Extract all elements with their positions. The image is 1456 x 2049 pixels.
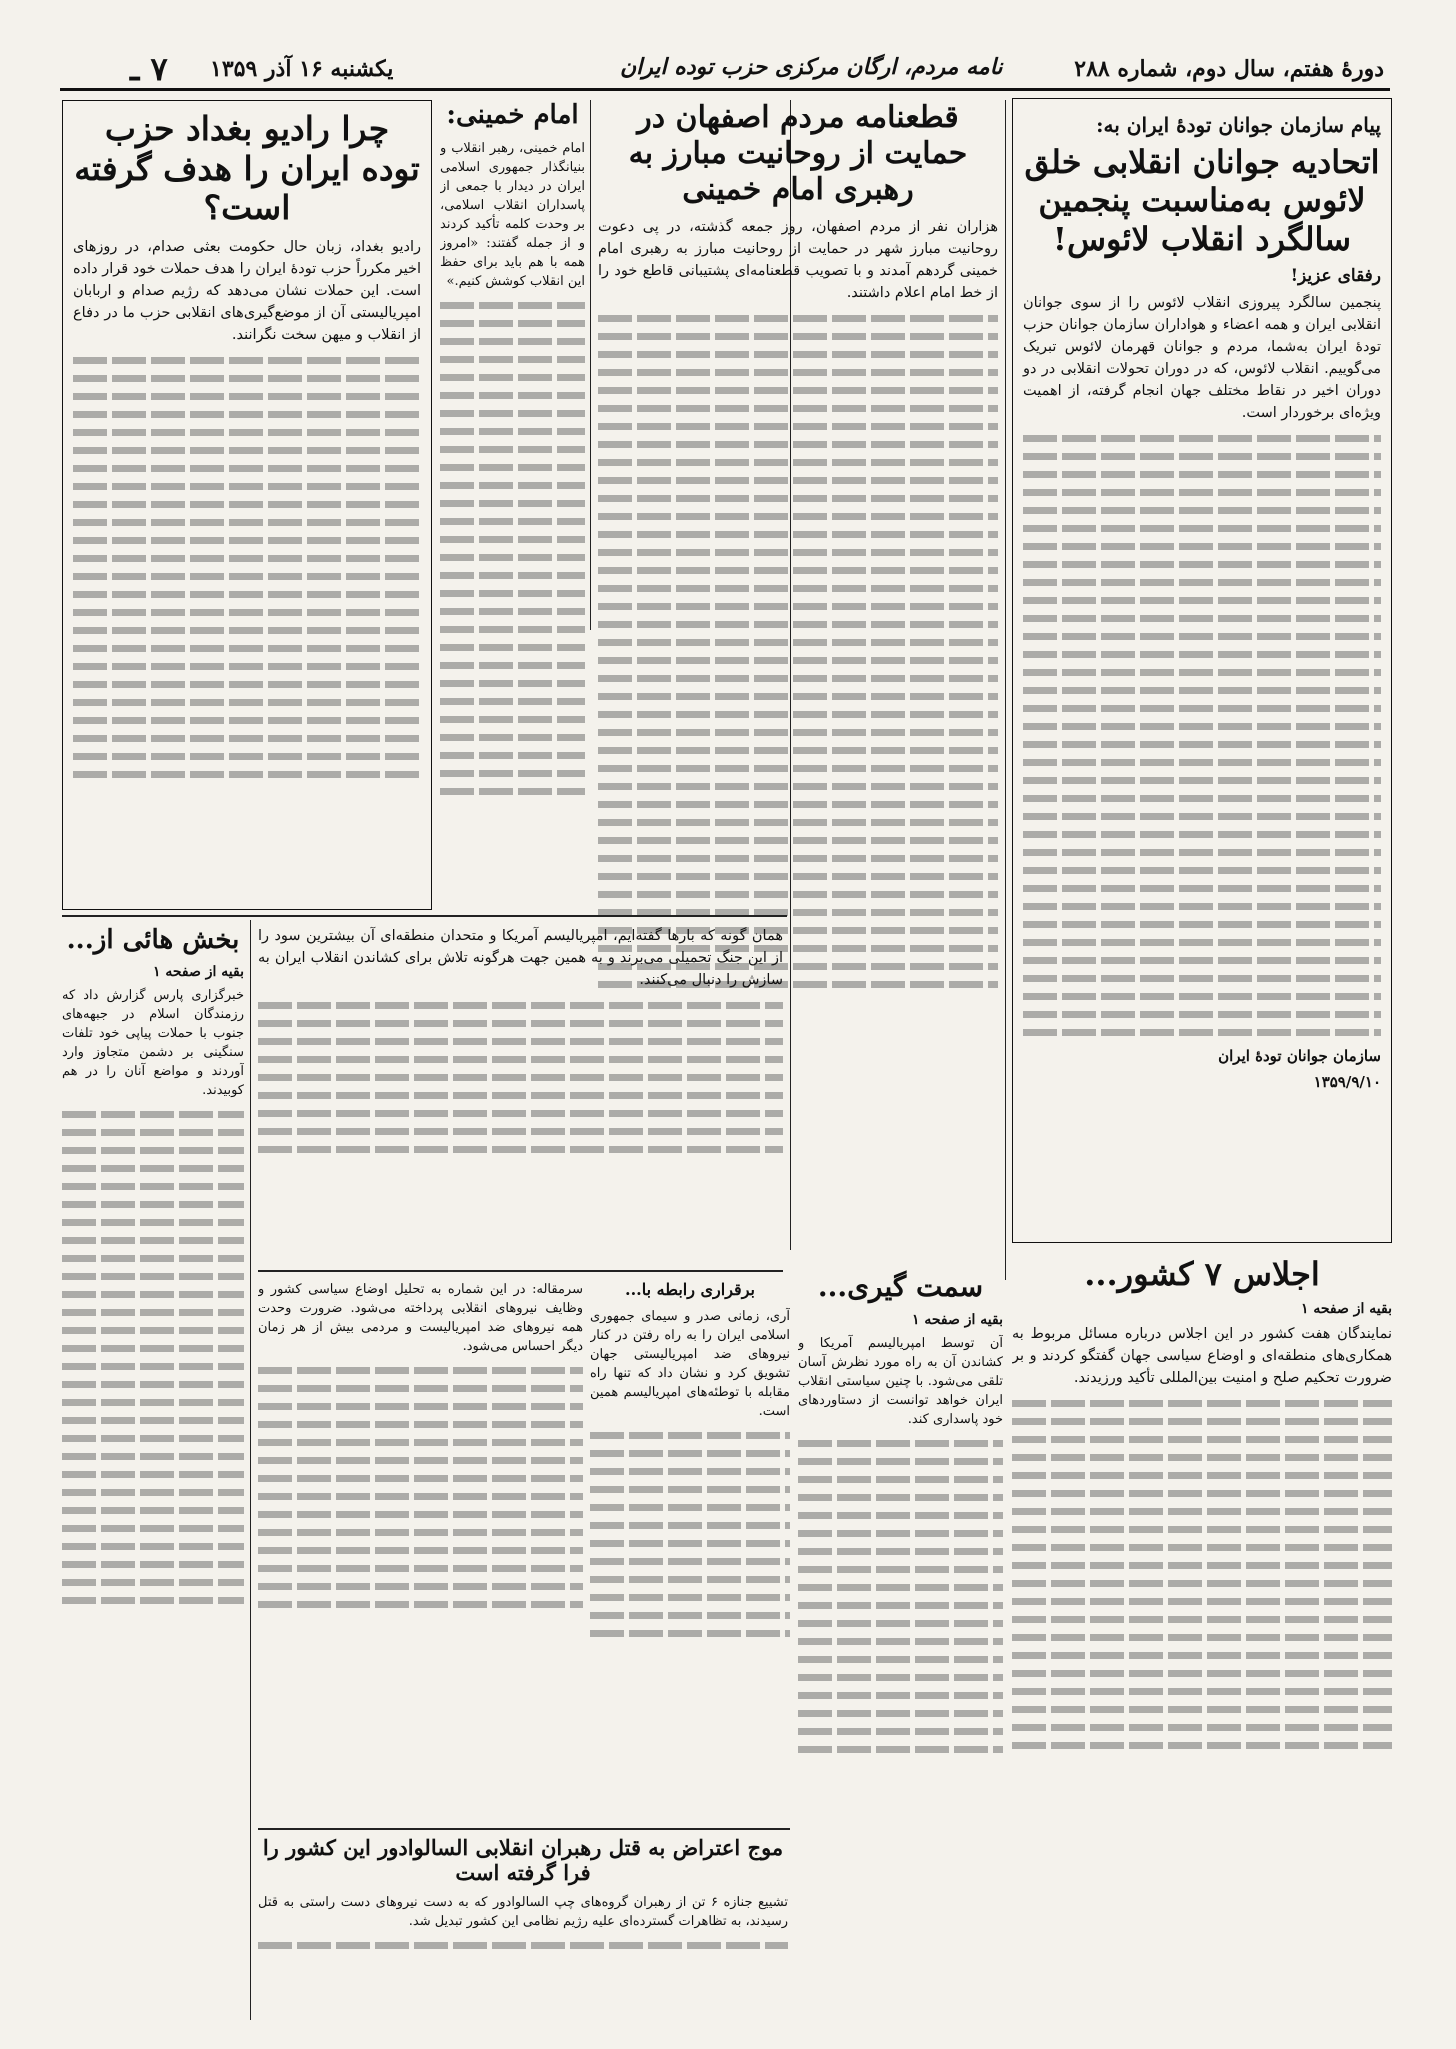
article-radio-baghdad (62, 100, 432, 910)
article-continuation: بقیه از صفحه ۱ (1300, 1301, 1392, 1318)
article-body: رادیو بغداد، زبان حال حکومت بعثی صدام، در روزهای اخیر مکرراً حزب تودهٔ ایران را هدف حملات خود قرار داده است. این حملات نشان می‌دهد که رژیم صدام و اربابان امپریالیستی آن از موضع‌گیری‌های انقلابی حزب ما در دفاع از انقلاب و میهن سخت نگرانند. (73, 238, 421, 343)
masthead: نامه مردم، ارگان مرکزی حزب توده ایران (620, 54, 1003, 80)
article-body: همان گونه که بارها گفته‌ایم، امپریالیسم آمریکا و متحدان منطقه‌ای آن بیشترین سود را از این جنگ تحمیلی می‌برند و به همین جهت هرگونه تلاش برای کشاندن انقلاب ایران به سازش را دنبال می‌کنند. (258, 928, 783, 988)
article-body: امام خمینی، رهبر انقلاب و بنیانگذار جمهوری اسلامی ایران در دیدار با جمعی از پاسداران انقلاب اسلامی، بر وحدت کلمه تأکید کردند و از جمله گفتند: «امروز همه با هم باید برای حفظ این انقلاب کوشش کنیم.» (440, 141, 585, 290)
signature: سازمان جوانان تودهٔ ایران (1218, 1047, 1381, 1066)
issue-date: یکشنبه ۱۶ آذر ۱۳۵۹ (210, 56, 394, 82)
column-divider (590, 100, 591, 630)
article-body: پنجمین سالگرد پیروزی انقلاب لائوس را از سوی جوانان انقلابی ایران و همه اعضاء و هواداران سازمان جوانان حزب تودهٔ ایران به‌شما، مردم و جوانان قهرمان لائوس تبریک می‌گوییم. انقلاب لائوس، که در دوران تحولات انقلابی در دو دوران اخیر در نقاط مختلف جهان انجام گرفته، از اهمیت ویژه‌ای برخوردار است. (1023, 295, 1381, 422)
article-body: خبرگزاری پارس گزارش داد که رزمندگان اسلام در جبهه‌های جنوب با حملات پیاپی خود تلفات سنگینی بر دشمن متجاوز وارد آوردند و مواضع آنان را در هم کوبیدند. (62, 988, 244, 1099)
article-news-excerpts (62, 925, 244, 2020)
article-editorial (258, 1280, 583, 1820)
article-body: تشییع جنازه ۶ تن از رهبران گروه‌های چپ السالوادور که به دست نیروهای دست راستی به قتل رسیدند، به تظاهرات گسترده‌ای علیه رژیم نظامی این کشور تبدیل شد. (258, 1895, 788, 1930)
column-divider (250, 920, 251, 2020)
article-continuation: بقیه از صفحه ۱ (911, 1311, 1003, 1328)
article-headline: برقراری رابطه با... (625, 1280, 755, 1299)
article-el-salvador (258, 1835, 788, 2020)
article-salutation: رفقای عزیز! (1290, 266, 1381, 287)
article-headline: اجلاس ۷ کشور... (1084, 1255, 1320, 1293)
article-headline: سمت گیری... (817, 1270, 984, 1303)
article-relations (590, 1280, 790, 1820)
article-body: آری، زمانی صدر و سیمای جمهوری اسلامی ایران را به راه رفتن در کنار نیروهای ضد امپریالیستی جهان تشویق کرد و نشان داد که تنها راه مقابله با توطئه‌های امپریالیسم همین است. (590, 1309, 790, 1420)
issue-number: دورهٔ هفتم، سال دوم، شماره ۲۸۸ (1074, 56, 1384, 82)
article-body: سرمقاله: در این شماره به تحلیل اوضاع سیاسی کشور و وظایف نیروهای انقلابی پرداخته می‌شود. ضرورت وحدت همه نیروهای ضد امپریالیست و مردمی بیش از هر زمان دیگر احساس می‌شود. (258, 1282, 583, 1354)
article-headline: موج اعتراض به قتل رهبران انقلابی السالوادور این کشور را فرا گرفته است (262, 1835, 784, 1886)
article-continuation-block (258, 925, 783, 1265)
article-headline: بخش هائی از... (66, 925, 240, 955)
article-direction (798, 1270, 1003, 2020)
article-kicker: پیام سازمان جوانان تودهٔ ایران به: (1096, 113, 1381, 137)
article-body: هزاران نفر از مردم اصفهان، روز جمعه گذشته، در پی دعوت روحانیت مبارز شهر در حمایت از روحانیت مبارز به رهبری امام خمینی گردهم آمدند و با تصویب قطعنامه‌ای پشتیبانی قاطع خود را از خط امام اعلام داشتند. (598, 219, 998, 301)
page-number: ۷ ـ (130, 50, 168, 88)
article-youth-laos (1012, 98, 1392, 1243)
column-divider (1005, 100, 1006, 1280)
article-headline: اتحادیه جوانان انقلابی خلق لائوس به‌مناسبت پنجمین سالگرد انقلاب لائوس! (1024, 143, 1380, 258)
article-body: نمایندگان هفت کشور در این اجلاس درباره مسائل مربوط به همکاری‌های منطقه‌ای و اوضاع سیاسی جهان گفتگو کردند و بر ضرورت تحکیم صلح و امنیت بین‌المللی تأکید ورزیدند. (1012, 1326, 1392, 1387)
article-headline: چرا رادیو بغداد حزب توده ایران را هدف گرفته است؟ (74, 109, 420, 228)
article-seven-countries (1012, 1255, 1392, 2025)
article-headline: امام خمینی: (446, 100, 579, 130)
signature-date: ۱۳۵۹/۹/۱۰ (1313, 1073, 1381, 1092)
article-body: آن توسط امپریالیسم آمریکا و کشاندن آن به راه مورد نظرش آسان تلقی می‌شود. با چنین سیاستی انقلاب ایران خواهد توانست از دستاوردهای خود پاسداری کند. (798, 1335, 1003, 1427)
article-continuation: بقیه از صفحه ۱ (152, 964, 244, 981)
page-header (60, 50, 1390, 91)
article-headline: قطعنامه مردم اصفهان در حمایت از روحانیت مبارز به رهبری امام خمینی (628, 100, 968, 207)
